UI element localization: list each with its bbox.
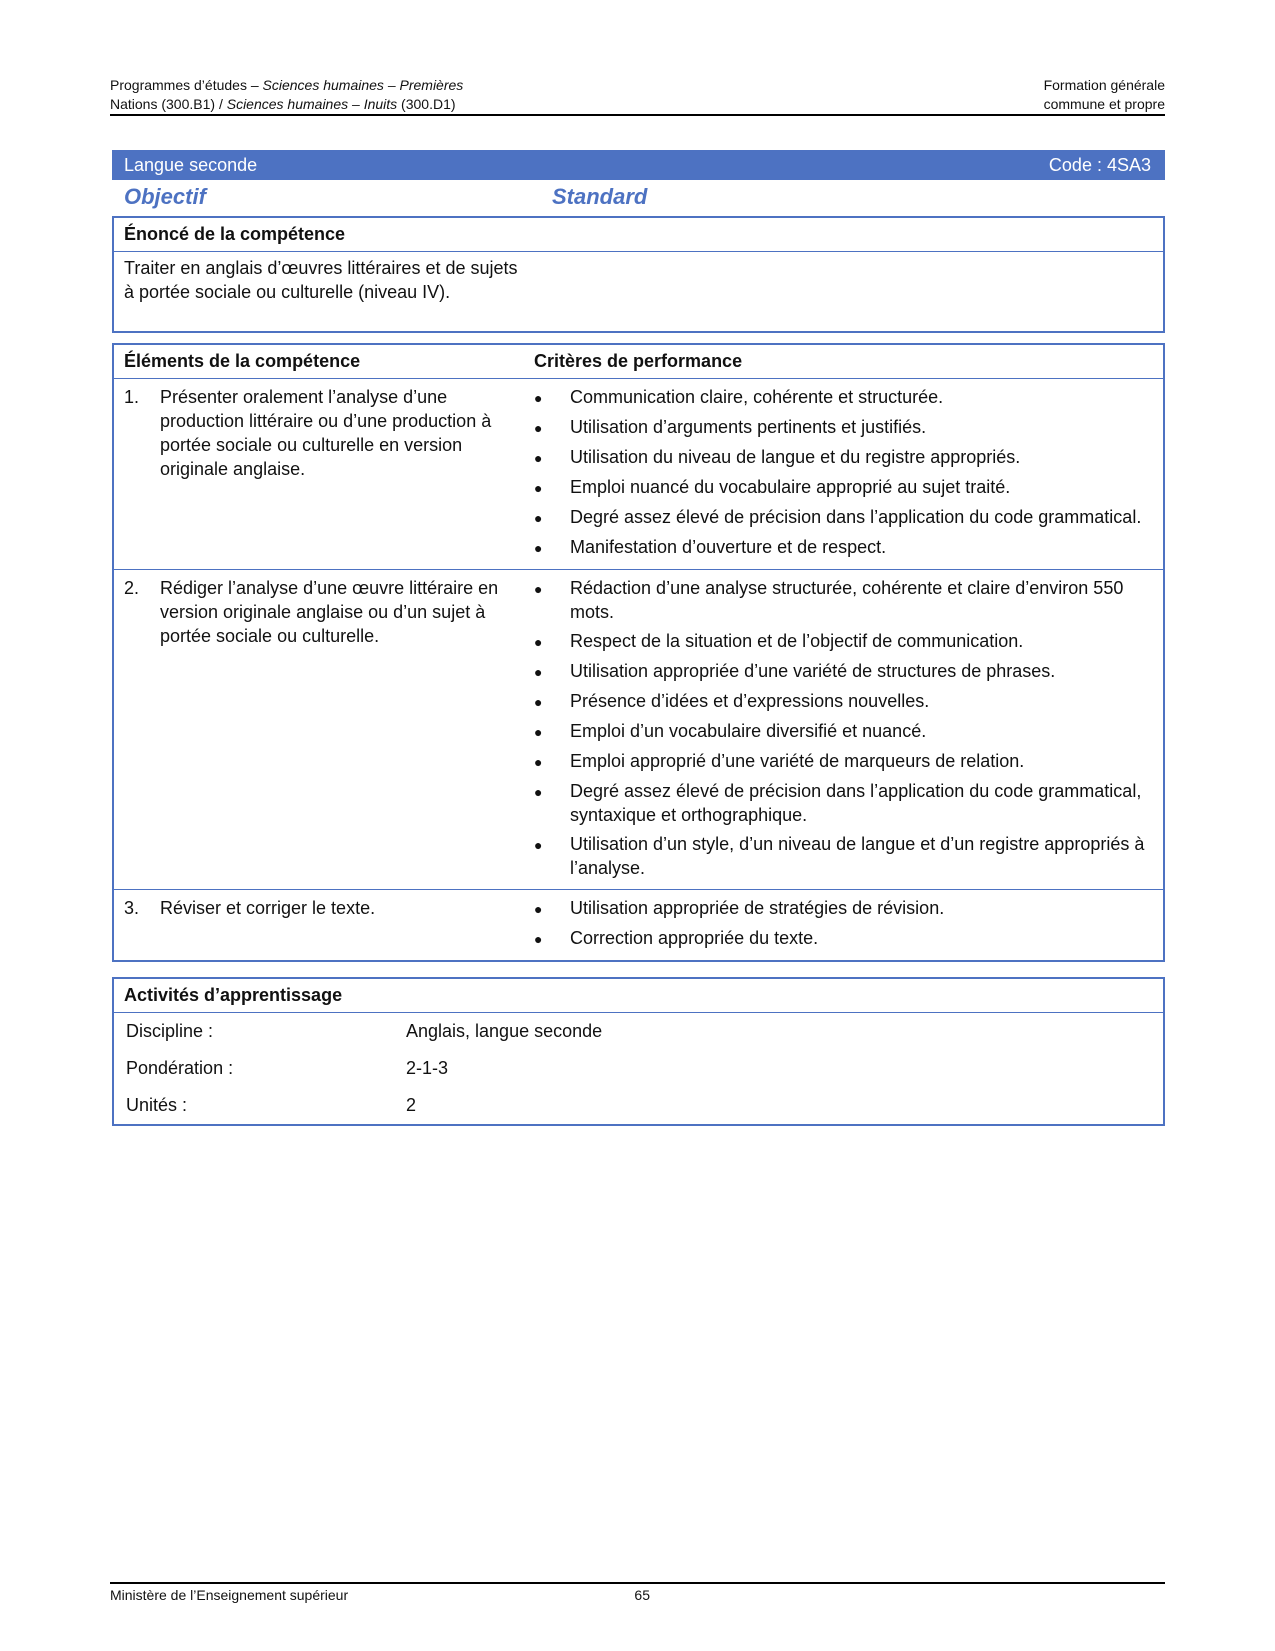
- criteria-list: [534, 896, 1153, 951]
- header-rule: [110, 114, 1165, 116]
- enonce-box: [112, 216, 1165, 333]
- page-number: 65: [634, 1587, 650, 1603]
- criteria-list: [534, 576, 1153, 880]
- bullet-icon: ●: [534, 724, 543, 740]
- bullet-icon: ●: [534, 390, 543, 406]
- unites-row: [114, 1087, 1163, 1124]
- ponderation-row: [114, 1050, 1163, 1087]
- page-header: [110, 76, 1165, 114]
- activities-box: [112, 977, 1165, 1126]
- bullet-icon: ●: [534, 784, 543, 800]
- list-item: ● Respect de la situation et de l’objectif de communication.: [534, 629, 1153, 654]
- table-row: [114, 379, 1163, 570]
- bullet-icon: ●: [534, 480, 543, 496]
- ponderation-value: 2-1-3: [406, 1058, 449, 1078]
- bullet-icon: ●: [534, 901, 543, 917]
- bullet-icon: ●: [534, 510, 543, 526]
- unites-label: Unités :: [126, 1095, 188, 1115]
- element-text: Présenter oralement l’analyse d’une production littéraire ou d’une production à portée sociale ou culturelle en version originale anglaise.: [160, 387, 492, 479]
- discipline-label: Discipline :: [126, 1021, 214, 1041]
- list-item: ● Manifestation d’ouverture et de respect.: [534, 535, 1153, 560]
- list-item: ● Utilisation du niveau de langue et du registre appropriés.: [534, 445, 1153, 470]
- list-item: ● Utilisation appropriée d’une variété de structures de phrases.: [534, 659, 1153, 684]
- ponderation-label: Pondération :: [126, 1058, 234, 1078]
- bullet-icon: ●: [534, 540, 543, 556]
- enonce-text: Traiter en anglais d’œuvres littéraires et de sujets à portée sociale ou culturelle (niveau IV).: [124, 258, 518, 302]
- bullet-icon: ●: [534, 931, 543, 947]
- course-code: Code : 4SA3: [1048, 154, 1151, 175]
- header-formation: Formation générale: [1043, 77, 1165, 93]
- element-text: Réviser et corriger le texte.: [160, 898, 376, 918]
- list-item: ● Correction appropriée du texte.: [534, 926, 1153, 951]
- competence-table: [114, 345, 1163, 960]
- page-footer: [110, 1587, 650, 1603]
- element-number: 1.: [124, 387, 140, 407]
- list-item: ● Communication claire, cohérente et structurée.: [534, 385, 1153, 410]
- title-bar: [112, 150, 1165, 180]
- list-item: ● Rédaction d’une analyse structurée, cohérente et claire d’environ 550 mots.: [534, 578, 1124, 622]
- bullet-icon: ●: [534, 754, 543, 770]
- bullet-icon: ●: [534, 581, 543, 597]
- enonce-heading: Énoncé de la compétence: [114, 218, 1163, 252]
- element-number: 3.: [124, 898, 140, 918]
- col-criteria-header: Critères de performance: [524, 345, 1163, 379]
- standard-label: Standard: [552, 184, 648, 209]
- subject-title: Langue seconde: [124, 154, 258, 175]
- header-commune: commune et propre: [1043, 96, 1165, 112]
- list-item: ● Emploi nuancé du vocabulaire approprié au sujet traité.: [534, 475, 1153, 500]
- bullet-icon: ●: [534, 420, 543, 436]
- bullet-icon: ●: [534, 450, 543, 466]
- list-item: ● Présence d’idées et d’expressions nouvelles.: [534, 689, 1153, 714]
- unites-value: 2: [406, 1095, 417, 1115]
- list-item: ● Utilisation appropriée de stratégies de révision.: [534, 896, 1153, 921]
- list-item: ● Degré assez élevé de précision dans l’application du code grammatical.: [534, 505, 1153, 530]
- table-row: [114, 570, 1163, 890]
- criteria-list: [534, 385, 1153, 560]
- element-number: 2.: [124, 578, 140, 598]
- activities-heading: Activités d’apprentissage: [114, 979, 1163, 1013]
- list-item: ● Emploi approprié d’une variété de marqueurs de relation.: [534, 749, 1153, 774]
- footer-ministry: Ministère de l’Enseignement supérieur: [110, 1587, 349, 1603]
- col-elements-header: Éléments de la compétence: [114, 345, 524, 379]
- footer-rule: [110, 1582, 1165, 1584]
- bullet-icon: ●: [534, 634, 543, 650]
- competence-table-box: [112, 343, 1165, 962]
- discipline-value: Anglais, langue seconde: [406, 1021, 603, 1041]
- table-row: [114, 890, 1163, 961]
- list-item: ● Utilisation d’un style, d’un niveau de langue et d’un registre appropriés à l’analyse.: [534, 834, 1145, 878]
- list-item: ● Degré assez élevé de précision dans l’application du code grammatical, syntaxique et orthographique.: [534, 781, 1142, 825]
- list-item: ● Emploi d’un vocabulaire diversifié et nuancé.: [534, 719, 1153, 744]
- bullet-icon: ●: [534, 694, 543, 710]
- discipline-row: [114, 1013, 1163, 1050]
- bullet-icon: ●: [534, 664, 543, 680]
- header-program: Programmes d’études – Sciences humaines – Premières: [110, 77, 464, 93]
- element-text: Rédiger l’analyse d’une œuvre littéraire en version originale anglaise ou d’un sujet à portée sociale ou culturelle.: [160, 578, 499, 646]
- objective-label: Objectif: [124, 184, 206, 209]
- list-item: ● Utilisation d’arguments pertinents et justifiés.: [534, 415, 1153, 440]
- bullet-icon: ●: [534, 837, 543, 853]
- header-nations: Nations (300.B1) / Sciences humaines – Inuits (300.D1): [110, 96, 456, 112]
